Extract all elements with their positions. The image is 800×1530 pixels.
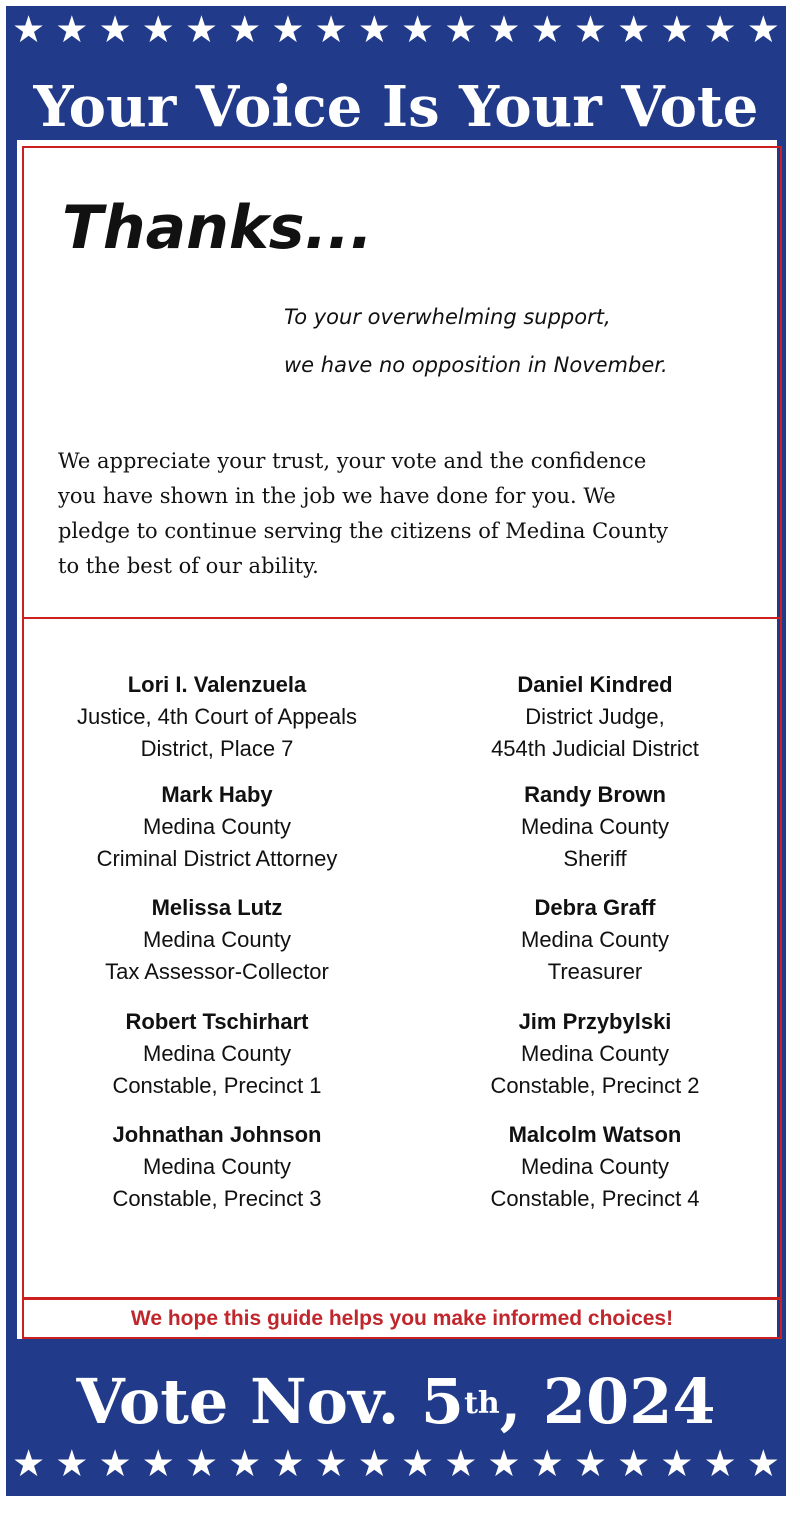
candidate-name: Randy Brown bbox=[524, 782, 666, 807]
bottom-star-row bbox=[6, 1442, 786, 1486]
star-icon: ★ bbox=[357, 1442, 391, 1485]
candidate-card bbox=[27, 1005, 407, 1102]
star-icon: ★ bbox=[444, 8, 478, 51]
star-icon: ★ bbox=[660, 1442, 694, 1485]
star-icon: ★ bbox=[573, 1442, 608, 1485]
star-icon: ★ bbox=[617, 1442, 651, 1485]
star-icon: ★ bbox=[228, 1442, 262, 1485]
star-icon: ★ bbox=[184, 1442, 219, 1485]
star-icon: ★ bbox=[444, 1442, 478, 1485]
candidate-office-line: Sheriff bbox=[563, 846, 627, 871]
page-title: Your Voice Is Your Vote bbox=[33, 74, 759, 140]
star-icon: ★ bbox=[703, 8, 737, 51]
star-icon: ★ bbox=[12, 1442, 46, 1485]
star-icon: ★ bbox=[314, 1442, 348, 1485]
candidate-name: Mark Haby bbox=[161, 782, 273, 807]
star-icon: ★ bbox=[141, 1442, 175, 1485]
candidate-office-line: Constable, Precinct 4 bbox=[490, 1186, 700, 1211]
candidate-office-line: Medina County bbox=[143, 1154, 291, 1179]
candidate-office-line: Medina County bbox=[521, 927, 669, 952]
candidate-name: Melissa Lutz bbox=[151, 895, 283, 920]
star-icon: ★ bbox=[141, 8, 175, 51]
candidate-office-line: Medina County bbox=[521, 1154, 669, 1179]
appreciation-line: pledge to continue serving the citizens of Medina County bbox=[58, 519, 669, 543]
candidate-card bbox=[27, 668, 407, 765]
star-icon: ★ bbox=[184, 8, 219, 51]
candidate-card bbox=[405, 1005, 785, 1102]
guide-message: We hope this guide helps you make informed choices! bbox=[130, 1307, 674, 1330]
star-icon: ★ bbox=[746, 1442, 780, 1485]
candidate-office-line: Criminal District Attorney bbox=[96, 846, 338, 871]
vote-date-headline bbox=[6, 1366, 786, 1450]
star-icon: ★ bbox=[660, 8, 694, 51]
star-icon: ★ bbox=[530, 8, 564, 51]
candidate-office-line: Treasurer bbox=[547, 959, 643, 984]
candidate-card bbox=[405, 668, 785, 765]
candidate-office-line: Constable, Precinct 2 bbox=[490, 1073, 700, 1098]
footer-divider bbox=[22, 1297, 782, 1300]
star-icon: ★ bbox=[400, 8, 435, 51]
candidate-office-line: Constable, Precinct 1 bbox=[112, 1073, 322, 1098]
vote-date-prefix: Vote Nov. 5 bbox=[76, 1365, 465, 1438]
star-icon: ★ bbox=[314, 8, 348, 51]
star-icon: ★ bbox=[98, 8, 132, 51]
star-icon: ★ bbox=[12, 8, 46, 51]
candidate-card bbox=[405, 1118, 785, 1215]
top-star-row bbox=[6, 8, 786, 52]
candidate-card bbox=[405, 778, 785, 875]
star-icon: ★ bbox=[400, 1442, 435, 1485]
appreciation-line: you have shown in the job we have done for you. We bbox=[58, 484, 616, 508]
candidate-card bbox=[27, 891, 407, 988]
candidate-office-line: Justice, 4th Court of Appeals bbox=[76, 704, 358, 729]
candidate-name: Daniel Kindred bbox=[517, 672, 673, 697]
candidate-office-line: Medina County bbox=[521, 814, 669, 839]
candidate-office-line: Medina County bbox=[143, 814, 291, 839]
vote-date-ordinal: th bbox=[464, 1386, 500, 1421]
support-line-2: we have no opposition in November. bbox=[284, 353, 668, 377]
appreciation-line: We appreciate your trust, your vote and the confidence bbox=[58, 449, 647, 473]
star-icon: ★ bbox=[98, 1442, 132, 1485]
candidate-name: Malcolm Watson bbox=[508, 1122, 682, 1147]
thanks-heading: Thanks... bbox=[62, 193, 373, 263]
star-icon: ★ bbox=[703, 1442, 737, 1485]
star-icon: ★ bbox=[487, 1442, 521, 1485]
star-icon: ★ bbox=[487, 8, 521, 51]
candidate-office-line: Medina County bbox=[143, 1041, 291, 1066]
candidate-name: Lori I. Valenzuela bbox=[127, 672, 307, 697]
candidate-card bbox=[27, 1118, 407, 1215]
candidate-office-line: 454th Judicial District bbox=[491, 736, 699, 761]
candidate-card bbox=[405, 891, 785, 988]
candidate-office-line: District Judge, bbox=[525, 704, 665, 729]
star-icon: ★ bbox=[55, 1442, 89, 1485]
star-icon: ★ bbox=[357, 8, 391, 51]
appreciation-line: to the best of our ability. bbox=[58, 554, 319, 578]
star-icon: ★ bbox=[617, 8, 651, 51]
candidate-office-line: Constable, Precinct 3 bbox=[112, 1186, 322, 1211]
vote-date-year: , 2024 bbox=[499, 1365, 716, 1438]
candidate-office-line: Medina County bbox=[521, 1041, 669, 1066]
star-icon: ★ bbox=[746, 8, 780, 51]
candidate-name: Jim Przybylski bbox=[518, 1009, 672, 1034]
star-icon: ★ bbox=[530, 1442, 564, 1485]
star-icon: ★ bbox=[228, 8, 262, 51]
candidate-name: Debra Graff bbox=[534, 895, 656, 920]
candidate-card bbox=[27, 778, 407, 875]
candidate-name: Robert Tschirhart bbox=[125, 1009, 309, 1034]
candidate-name: Johnathan Johnson bbox=[112, 1122, 322, 1147]
candidate-office-line: District, Place 7 bbox=[140, 736, 294, 761]
candidate-office-line: Tax Assessor-Collector bbox=[105, 959, 329, 984]
star-icon: ★ bbox=[55, 8, 89, 51]
star-icon: ★ bbox=[573, 8, 608, 51]
star-icon: ★ bbox=[271, 8, 305, 51]
support-line-1: To your overwhelming support, bbox=[284, 305, 611, 329]
candidate-office-line: Medina County bbox=[143, 927, 291, 952]
appreciation-paragraph bbox=[58, 444, 758, 584]
section-divider bbox=[22, 617, 782, 619]
star-icon: ★ bbox=[271, 1442, 305, 1485]
